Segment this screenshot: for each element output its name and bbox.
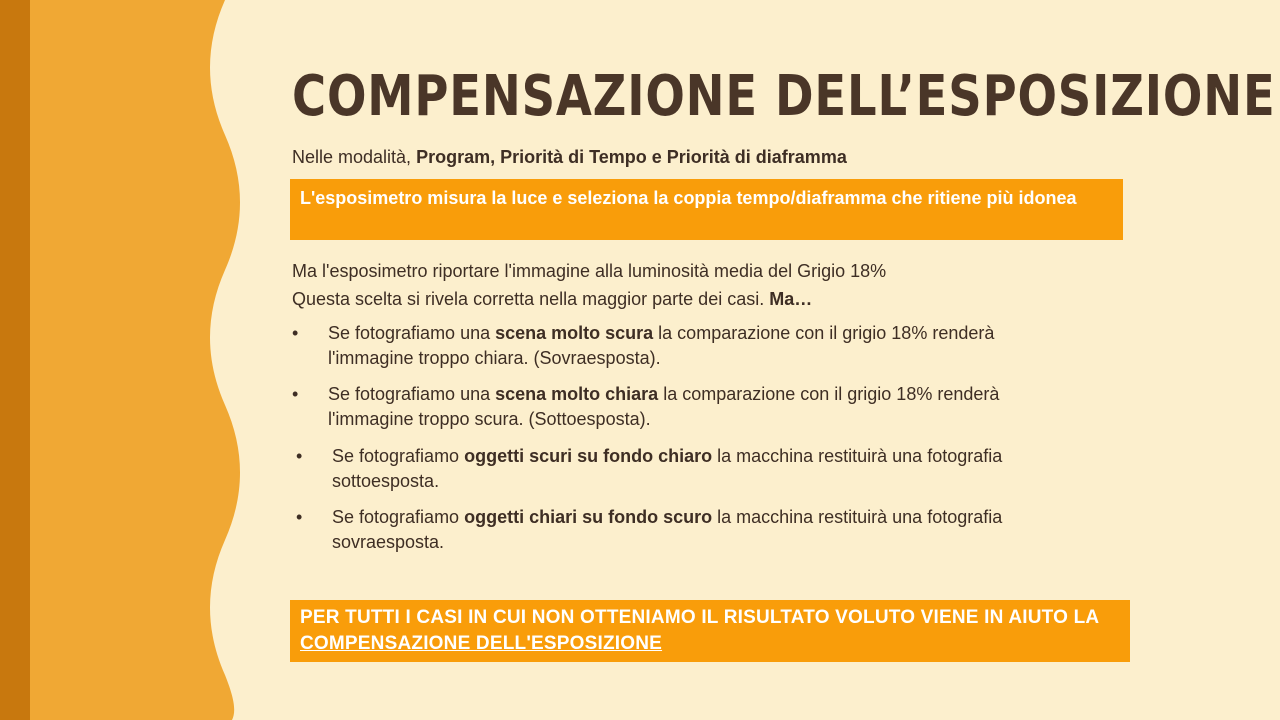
grey-18-line: Ma l'esposimetro riportare l'immagine alla luminosità media del Grigio 18% — [292, 261, 887, 281]
bullet-dark-scene — [292, 321, 1072, 371]
conclusion-text: PER TUTTI I CASI IN CUI NON OTTENIAMO IL RISULTATO VOLUTO VIENE IN AIUTO LA — [300, 607, 1099, 628]
bullet-text: Se fotografiamo una scena molto scura la comparazione con il grigio 18% renderà l'immagine troppo chiara. (Sovraesposta). — [328, 323, 995, 368]
bullet-dot: • — [292, 384, 299, 404]
bullet-text: Se fotografiamo oggetti chiari su fondo scuro la macchina restituirà una fotografia sovraesposta. — [332, 507, 1003, 552]
bullet-dark-subject — [296, 444, 1086, 494]
wavy-side-band — [0, 0, 260, 720]
conclusion-box — [290, 600, 1130, 662]
bullet-dot: • — [296, 507, 303, 527]
correct-choice-line — [292, 287, 812, 311]
compensation-link[interactable]: COMPENSAZIONE DELL'ESPOSIZIONE — [300, 633, 663, 654]
bullet-text: Se fotografiamo oggetti scuri su fondo chiaro la macchina restituirà una fotografia sottoesposta. — [332, 446, 1003, 491]
bullet-dot: • — [296, 446, 303, 466]
bullet-text: Se fotografiamo una scena molto chiara la comparazione con il grigio 18% renderà l'immagine troppo scura. (Sottoesposta). — [328, 384, 1000, 429]
bullet-bright-scene — [292, 382, 1082, 432]
correct-choice-text: Questa scelta si rivela corretta nella maggior parte dei casi. — [292, 289, 770, 309]
slide-title: COMPENSAZIONE DELL’ESPOSIZIONE — [292, 64, 1276, 129]
intro-prefix: Nelle modalità, — [292, 147, 417, 167]
ma-emphasis: Ma… — [769, 289, 813, 309]
highlight-box: L'esposimetro misura la luce e seleziona la coppia tempo/diaframma che ritiene più idonea — [290, 179, 1123, 240]
intro-line — [292, 145, 847, 169]
intro-modes: Program, Priorità di Tempo e Priorità di diaframma — [416, 147, 847, 167]
bullet-dot: • — [292, 323, 299, 343]
bullet-bright-subject — [296, 505, 1086, 555]
